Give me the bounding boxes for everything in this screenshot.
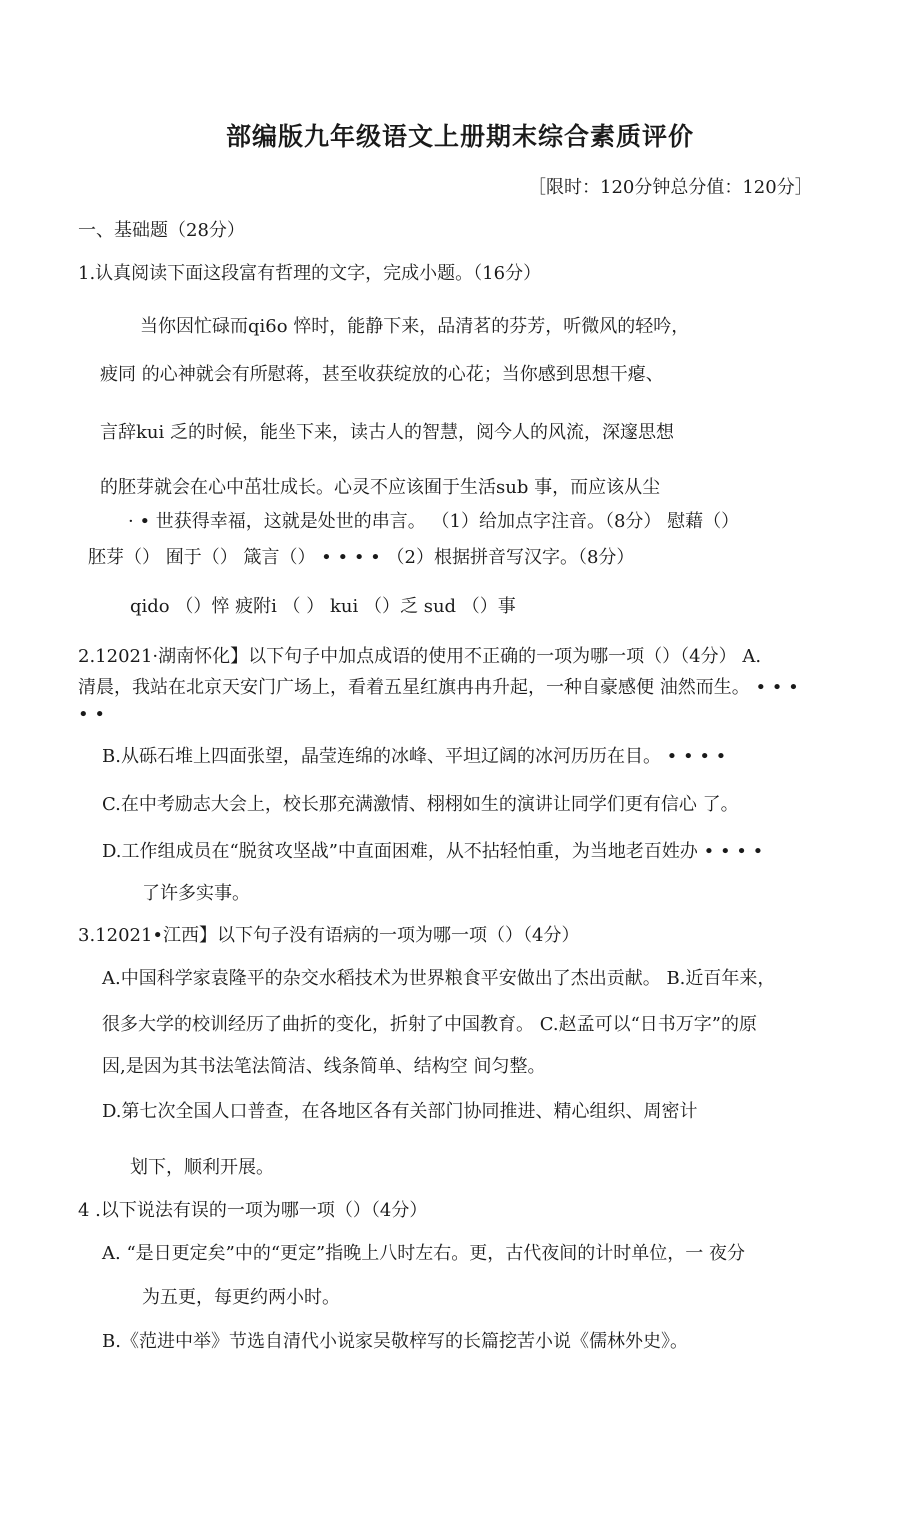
page-title: 部编版九年级语文上册期末综合素质评价 bbox=[225, 122, 694, 151]
q1-passage-line: 的胚芽就会在心中茁壮成长。心灵不应该囿于生活sub 事，而应该从尘 bbox=[100, 477, 661, 498]
q2-option-a: 清晨，我站在北京天安门广场上，看着五星红旗冉冉升起，一种自豪感便 油然而生。 • • • bbox=[78, 677, 799, 698]
q1-passage-line: 疲同 的心神就会有所慰蒋，甚至收获绽放的心花；当你感到思想干瘪、 bbox=[100, 364, 664, 385]
q1-passage-line: 当你因忙碌而qi6o 悴时，能静下来，品清茗的芬芳，听微风的轻吟， bbox=[140, 316, 690, 337]
q2-option-b: B.从砾石堆上四面张望，晶莹连绵的冰峰、平坦辽阔的冰河历历在目。 • • • • bbox=[102, 746, 727, 767]
question-1-stem: 1.认真阅读下面这段富有哲理的文字，完成小题。（16分） bbox=[78, 263, 542, 284]
q2-option-d-cont: 了许多实事。 bbox=[142, 883, 250, 904]
question-4-stem: 4 .以下说法有误的一项为哪一项（）（4分） bbox=[78, 1200, 428, 1221]
question-3-stem: 3.12021•江西】以下句子没有语病的一项为哪一项（）（4分） bbox=[78, 925, 580, 946]
time-score-limit: ［限时：120分钟总分值：120分］ bbox=[528, 177, 813, 198]
q4-option-a-cont: 为五更，每更约两小时。 bbox=[142, 1287, 340, 1308]
q3-option-line: 因,是因为其书法笔法简洁、线条简单、结构空 间匀整。 bbox=[102, 1056, 546, 1077]
q3-option-line: A.中国科学家袁隆平的杂交水稻技术为世界粮食平安做出了杰出贡献。 B.近百年来， bbox=[102, 968, 776, 989]
q1-passage-line: · • 世获得幸福，这就是处世的串言。 （1）给加点字注音。（8分） 慰藉（） bbox=[128, 511, 740, 532]
section-heading: 一、基础题（28分） bbox=[78, 220, 245, 241]
q4-option-b: B.《范进中举》节选自清代小说家吴敬梓写的长篇挖苦小说《儒林外史》。 bbox=[102, 1331, 688, 1352]
q2-option-d: D.工作组成员在“脱贫攻坚战”中直面困难，从不拈轻怕重，为当地老百姓办 • • • • bbox=[102, 841, 764, 862]
q2-option-c: C.在中考励志大会上，校长那充满激情、栩栩如生的演讲让同学们更有信心 了。 bbox=[102, 794, 739, 815]
q1-pinyin-blanks: qido （）悴 疲附i （ ） kui （）乏 sud （）事 bbox=[130, 596, 516, 617]
q1-passage-line: 言辞kui 乏的时候，能坐下来，读古人的智慧，阅今人的风流，深邃思想 bbox=[100, 422, 674, 443]
q3-option-line: 很多大学的校训经历了曲折的变化，折射了中国教育。 C.赵孟可以“日书万字”的原 bbox=[102, 1014, 757, 1035]
q3-option-d-cont: 划下，顺利开展。 bbox=[130, 1157, 274, 1178]
q3-option-d: D.第七次全国人口普查，在各地区各有关部门协同推进、精心组织、周密计 bbox=[102, 1101, 698, 1122]
q1-subquestion-line: 胚芽（） 囿于（） 箴言（） • • • • （2）根据拼音写汉字。（8分） bbox=[88, 547, 635, 568]
question-2-stem: 2.12021·湖南怀化】以下句子中加点成语的使用不正确的一项为哪一项（）（4分） A. bbox=[78, 646, 762, 667]
q2-option-a-dots: • • bbox=[78, 704, 105, 725]
q4-option-a: A. “是日更定矣”中的“更定”指晚上八时左右。更，古代夜间的计时单位，一 夜分 bbox=[102, 1243, 745, 1264]
